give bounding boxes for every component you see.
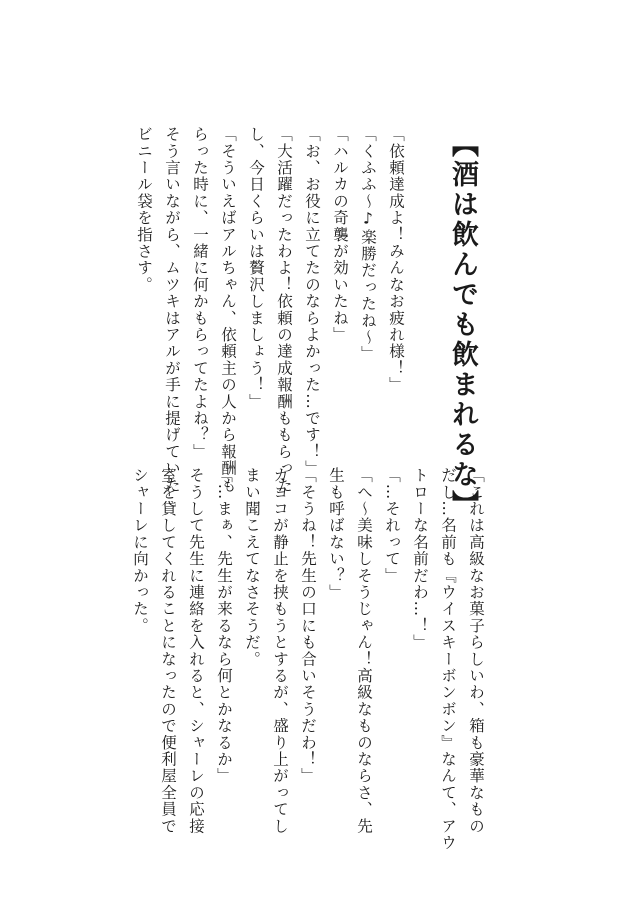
text-line: 「そういえばアルちゃん、依頼主の人から報酬も — [219, 126, 237, 494]
text-line: 「そうね！先生の口にも合いそうだわ！」 — [299, 467, 317, 785]
text-line: 「ハルカの奇襲が効いたね」 — [331, 126, 349, 344]
text-line: 室を貸してくれることになったので便利屋全員で — [159, 467, 177, 835]
text-line: 「…それって」 — [383, 467, 401, 584]
text-line: し、今日くらいは贅沢しましょう！」 — [247, 126, 265, 410]
text-line: 「くふふ〜♪楽勝だったね〜」 — [359, 126, 377, 363]
text-line: 「依頼達成よ！みんなお疲れ様！」 — [387, 126, 405, 394]
text-line: らった時に、一緒に何かもらってたよね？」 — [191, 126, 209, 460]
upper-text-block — [135, 126, 410, 494]
text-line: 「へ〜美味しそうじゃん！高級なものならさ、先 — [355, 467, 373, 835]
text-line: 生も呼ばない？」 — [327, 467, 345, 601]
text-line: だし…名前も『ウイスキーボンボン』なんて、アウ — [439, 467, 457, 852]
lower-text-block — [131, 467, 490, 852]
text-line: 「お、お役に立てたのならよかった…です！」 — [303, 126, 321, 477]
chapter-title: 【酒は飲んでも飲まれるな】 — [447, 130, 478, 520]
text-line: ビニール袋を指さす。 — [135, 126, 153, 293]
text-line: そう言いながら、ムツキはアルが手に提げていた — [163, 126, 181, 494]
text-line: シャーレに向かった。 — [131, 467, 149, 634]
text-line: 「…まぁ、先生が来るなら何とかなるか」 — [215, 467, 233, 785]
text-line: カヨコが静止を挟もうとするが、盛り上がってし — [271, 467, 289, 835]
text-line: まい聞こえてなさそうだ。 — [243, 467, 261, 668]
text-line: そうして先生に連絡を入れると、シャーレの応接 — [187, 467, 205, 835]
text-line: トローな名前だわ…！」 — [411, 467, 429, 651]
text-line: 「これは高級なお菓子らしいわ、箱も豪華なもの — [467, 467, 485, 835]
text-line: 「大活躍だったわよ！依頼の達成報酬ももらった — [275, 126, 293, 494]
